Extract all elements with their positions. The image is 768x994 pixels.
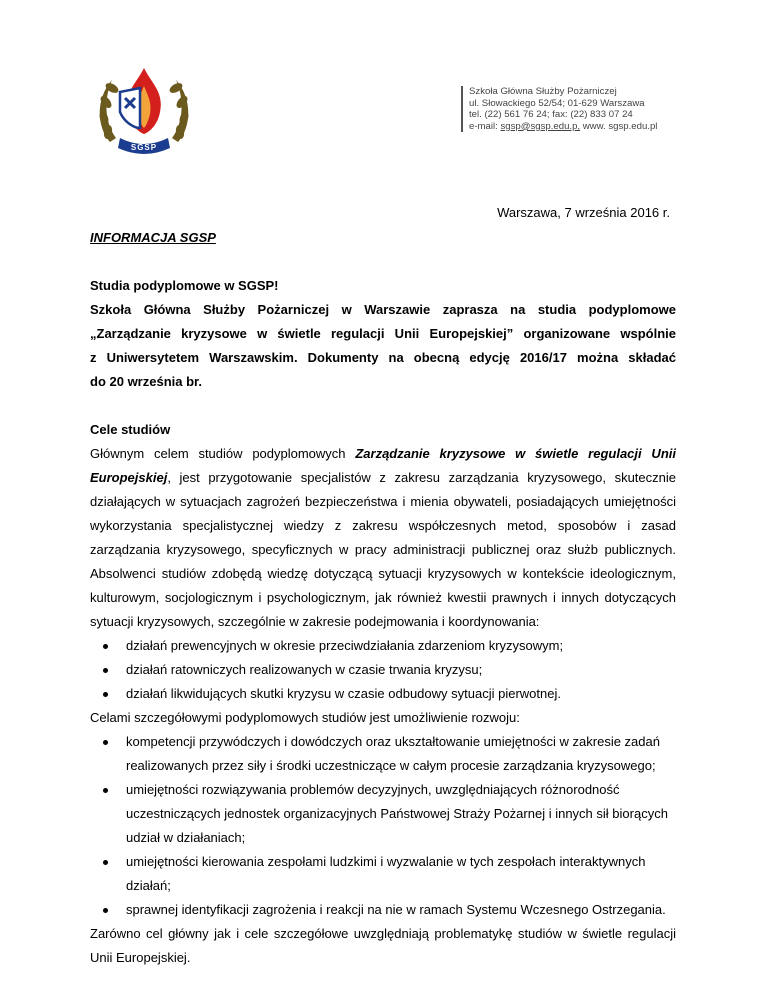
letterhead-line: tel. (22) 561 76 24; fax: (22) 833 07 24: [469, 109, 633, 121]
sgsp-logo-emblem: [90, 62, 198, 162]
list-item: kompetencji przywódczych i dowódczych oraz ukształtowanie umiejętności w zakresie zadań realizowanych przez siły i środki uczestniczące w całym procesie zarządzania kryzysowego;: [90, 730, 676, 778]
list-item: sprawnej identyfikacji zagrożenia i reakcji na nie w ramach Systemu Wczesnego Ostrzegania.: [90, 898, 676, 922]
announcement-line: do 20 września br.: [90, 374, 202, 389]
goals-heading: Cele studiów: [90, 422, 171, 437]
website-link[interactable]: www. sgsp.edu.pl: [582, 120, 658, 132]
logo-text: SGSP: [130, 143, 158, 152]
list-item: umiejętności rozwiązywania problemów decyzyjnych, uwzględniających różnorodność uczestniczących jednostek organizacyjnych Państwowej Straży Pożarnej i innych sił biorących udział w działaniach;: [90, 778, 676, 850]
goals-paragraph: [90, 442, 676, 634]
list-item: działań ratowniczych realizowanych w czasie trwania kryzysu;: [90, 658, 676, 682]
letterhead-line: ul. Słowackiego 52/54; 01-629 Warszawa: [469, 97, 645, 109]
email-label: e-mail:: [469, 120, 498, 132]
letterhead-contact-line: [469, 121, 657, 133]
announcement-line: Szkoła Główna Służby Pożarniczej w Warszawie zaprasza na studia podyplomowe: [90, 302, 676, 317]
announcement-line: z Uniwersytetem Warszawskim. Dokumenty na obecną edycję 2016/17 można składać: [90, 350, 676, 365]
goals-paragraph-start: Głównym celem studiów podyplomowych: [90, 446, 356, 461]
document-date: Warszawa, 7 września 2016 r.: [497, 205, 670, 220]
email-link[interactable]: sgsp@sgsp.edu.p,: [500, 120, 581, 132]
detailed-goals-intro: Celami szczegółowymi podyplomowych studiów jest umożliwienie rozwoju:: [90, 710, 520, 725]
shield-shape: [120, 88, 140, 128]
announcement-line: „Zarządzanie kryzysowe w świetle regulacji Unii Europejskiej” organizowane wspólnie: [90, 326, 676, 341]
list-item: działań prewencyjnych w okresie przeciwdziałania zdarzeniom kryzysowym;: [90, 634, 676, 658]
list-item: działań likwidujących skutki kryzysu w czasie odbudowy sytuacji pierwotnej.: [90, 682, 676, 706]
announcement-heading: Studia podyplomowe w SGSP!: [90, 278, 279, 293]
goals-paragraph-rest: , jest przygotowanie specjalistów z zakresu zarządzania kryzysowego, skutecznie działających w sytuacjach zagrożeń bezpieczeństwa i mienia obywateli, posiadających umiejętności wykorzystania specjalistycznej wiedzy z zakresu współczesnych metod, sposobów i zasad zarządzania kryzysowego, specyficznych w pracy administracji publicznej oraz służb publicznych. Absolwenci studiów zdobędą wiedzę dotyczącą sytuacji kryzysowych w kontekście ideologicznym, kulturowym, socjologicznym i psychologicznym, jak również kwestii prawnych i innych dotyczących sytuacji kryzysowych, szczególnie w zakresie podejmowania i koordynowania:: [90, 470, 676, 629]
main-goal-list: [90, 634, 676, 706]
list-item: umiejętności kierowania zespołami ludzkimi i wyzwalanie w tych zespołach interaktywnych działań;: [90, 850, 676, 898]
closing-paragraph: Zarówno cel główny jak i cele szczegółowe uwzględniają problematykę studiów w świetle regulacji Unii Europejskiej.: [90, 926, 676, 965]
detailed-goal-list: [90, 730, 676, 922]
letterhead-line: Szkoła Główna Służby Pożarniczej: [469, 86, 617, 97]
document-body: [90, 224, 676, 970]
info-title: INFORMACJA SGSP: [90, 230, 216, 245]
letterhead-address: [461, 86, 657, 132]
course-name: Zarządzanie kryzysowe w świetle regulacji Unii Europejskiej: [90, 446, 676, 485]
